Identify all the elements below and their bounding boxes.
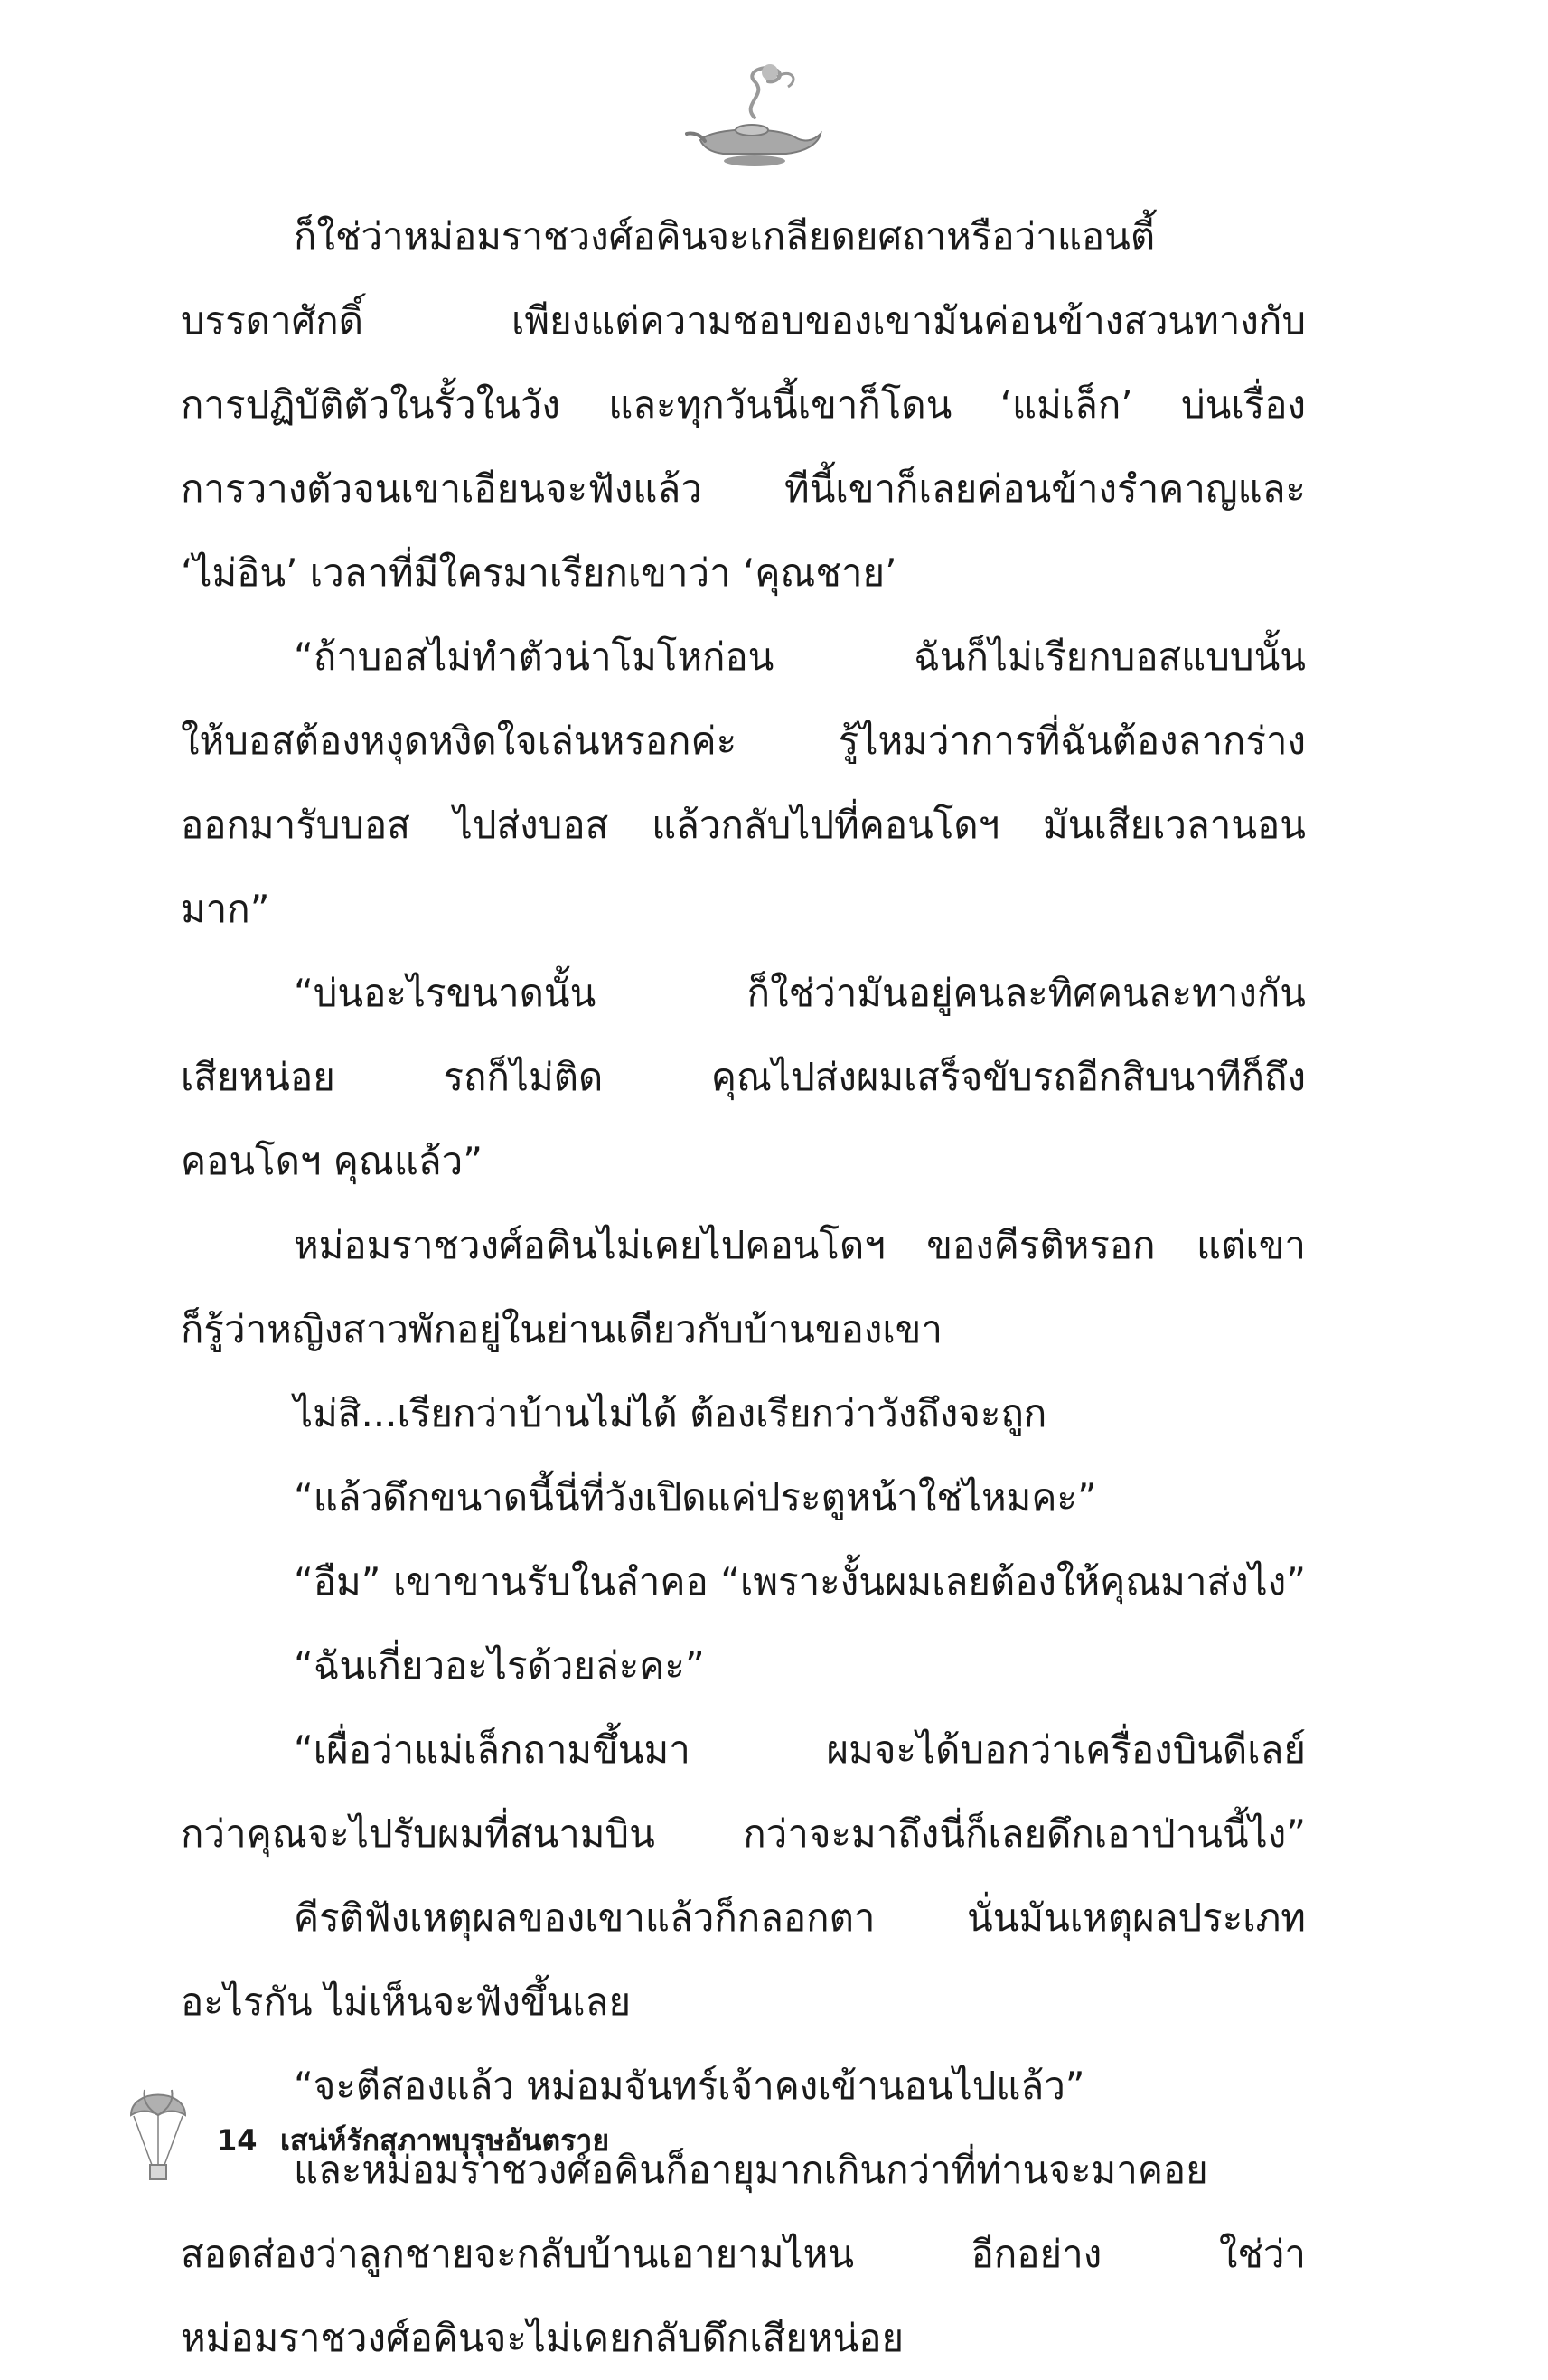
text-line: คีรติฟังเหตุผลของเขาแล้วก็กลอกตา นั่นมันเหตุผลประเภท bbox=[294, 1896, 1306, 1940]
book-title: เสน่ห์รักสุภาพบุรุษอันตราย bbox=[280, 2123, 610, 2158]
text-line: ก็รู้ว่าหญิงสาวพักอยู่ในย่านเดียวกับบ้านของเขา bbox=[181, 1307, 943, 1351]
text-line: “อืม” เขาขานรับในลำคอ “เพราะงั้นผมเลยต้องให้คุณมาส่งไง” bbox=[294, 1559, 1306, 1604]
text-line: ให้บอสต้องหงุดหงิดใจเล่นหรอกค่ะ รู้ไหมว่าการที่ฉันต้องลากร่าง bbox=[181, 719, 1306, 763]
text-line: เสียหน่อย รถก็ไม่ติด คุณไปส่งผมเสร็จขับรถอีกสิบนาทีก็ถึง bbox=[181, 1055, 1306, 1099]
text-line: และหม่อมราชวงศ์อคินก็อายุมากเกินกว่าที่ท่านจะมาคอย bbox=[294, 2148, 1208, 2192]
genie-lamp-icon bbox=[669, 54, 831, 172]
text-line: คอนโดฯ คุณแล้ว” bbox=[181, 1139, 483, 1183]
text-line: กว่าคุณจะไปรับผมที่สนามบิน กว่าจะมาถึงนี่ก็เลยดึกเอาป่านนี้ไง” bbox=[181, 1811, 1306, 1856]
text-line: สอดส่องว่าลูกชายจะกลับบ้านเอายามไหน อีกอย่าง ใช่ว่า bbox=[181, 2232, 1306, 2276]
text-line: ก็ใช่ว่าหม่อมราชวงศ์อคินจะเกลียดยศถาหรือว่าแอนตี้ bbox=[294, 214, 1156, 259]
text-line: มาก” bbox=[181, 887, 270, 931]
text-line: ‘ไม่อิน’ เวลาที่มีใครมาเรียกเขาว่า ‘คุณชาย’ bbox=[181, 550, 897, 595]
text-line: ออกมารับบอส ไปส่งบอส แล้วกลับไปที่คอนโดฯ มันเสียเวลานอน bbox=[181, 803, 1306, 847]
text-line: “เผื่อว่าแม่เล็กถามขึ้นมา ผมจะได้บอกว่าเครื่องบินดีเลย์ bbox=[294, 1727, 1306, 1772]
text-line: อะไรกัน ไม่เห็นจะฟังขึ้นเลย bbox=[181, 1980, 632, 2024]
text-line: หม่อมราชวงศ์อคินไม่เคยไปคอนโดฯ ของคีรติหรอก แต่เขา bbox=[294, 1223, 1306, 1267]
text-line: การวางตัวจนเขาเอียนจะฟังแล้ว ทีนี้เขาก็เลยค่อนข้างรำคาญและ bbox=[181, 466, 1306, 511]
text-line: ไม่สิ...เรียกว่าบ้านไม่ได้ ต้องเรียกว่าวังถึงจะถูก bbox=[294, 1391, 1047, 1435]
text-line: บรรดาศักดิ์ เพียงแต่ความชอบของเขามันค่อนข้างสวนทางกับ bbox=[181, 298, 1306, 343]
text-line: “ฉันเกี่ยวอะไรด้วยล่ะคะ” bbox=[294, 1643, 705, 1688]
text-line: “บ่นอะไรขนาดนั้น ก็ใช่ว่ามันอยู่คนละทิศคนละทางกัน bbox=[294, 971, 1306, 1015]
text-line: การปฏิบัติตัวในรั้วในวัง และทุกวันนี้เขาก็โดน ‘แม่เล็ก’ บ่นเรื่อง bbox=[181, 382, 1306, 427]
text-line: หม่อมราชวงศ์อคินจะไม่เคยกลับดึกเสียหน่อย bbox=[181, 2316, 905, 2360]
balloon-icon bbox=[127, 2079, 190, 2197]
body-text bbox=[181, 194, 1306, 2380]
page-footer bbox=[127, 2079, 849, 2197]
text-line: “ถ้าบอสไม่ทำตัวน่าโมโหก่อน ฉันก็ไม่เรียกบอสแบบนั้น bbox=[294, 635, 1306, 679]
page-number: 14 bbox=[217, 2123, 258, 2158]
text-line: “จะตีสองแล้ว หม่อมจันทร์เจ้าคงเข้านอนไปแล้ว” bbox=[294, 2064, 1085, 2108]
text-line: “แล้วดึกขนาดนี้นี่ที่วังเปิดแค่ประตูหน้าใช่ไหมคะ” bbox=[294, 1475, 1097, 1519]
